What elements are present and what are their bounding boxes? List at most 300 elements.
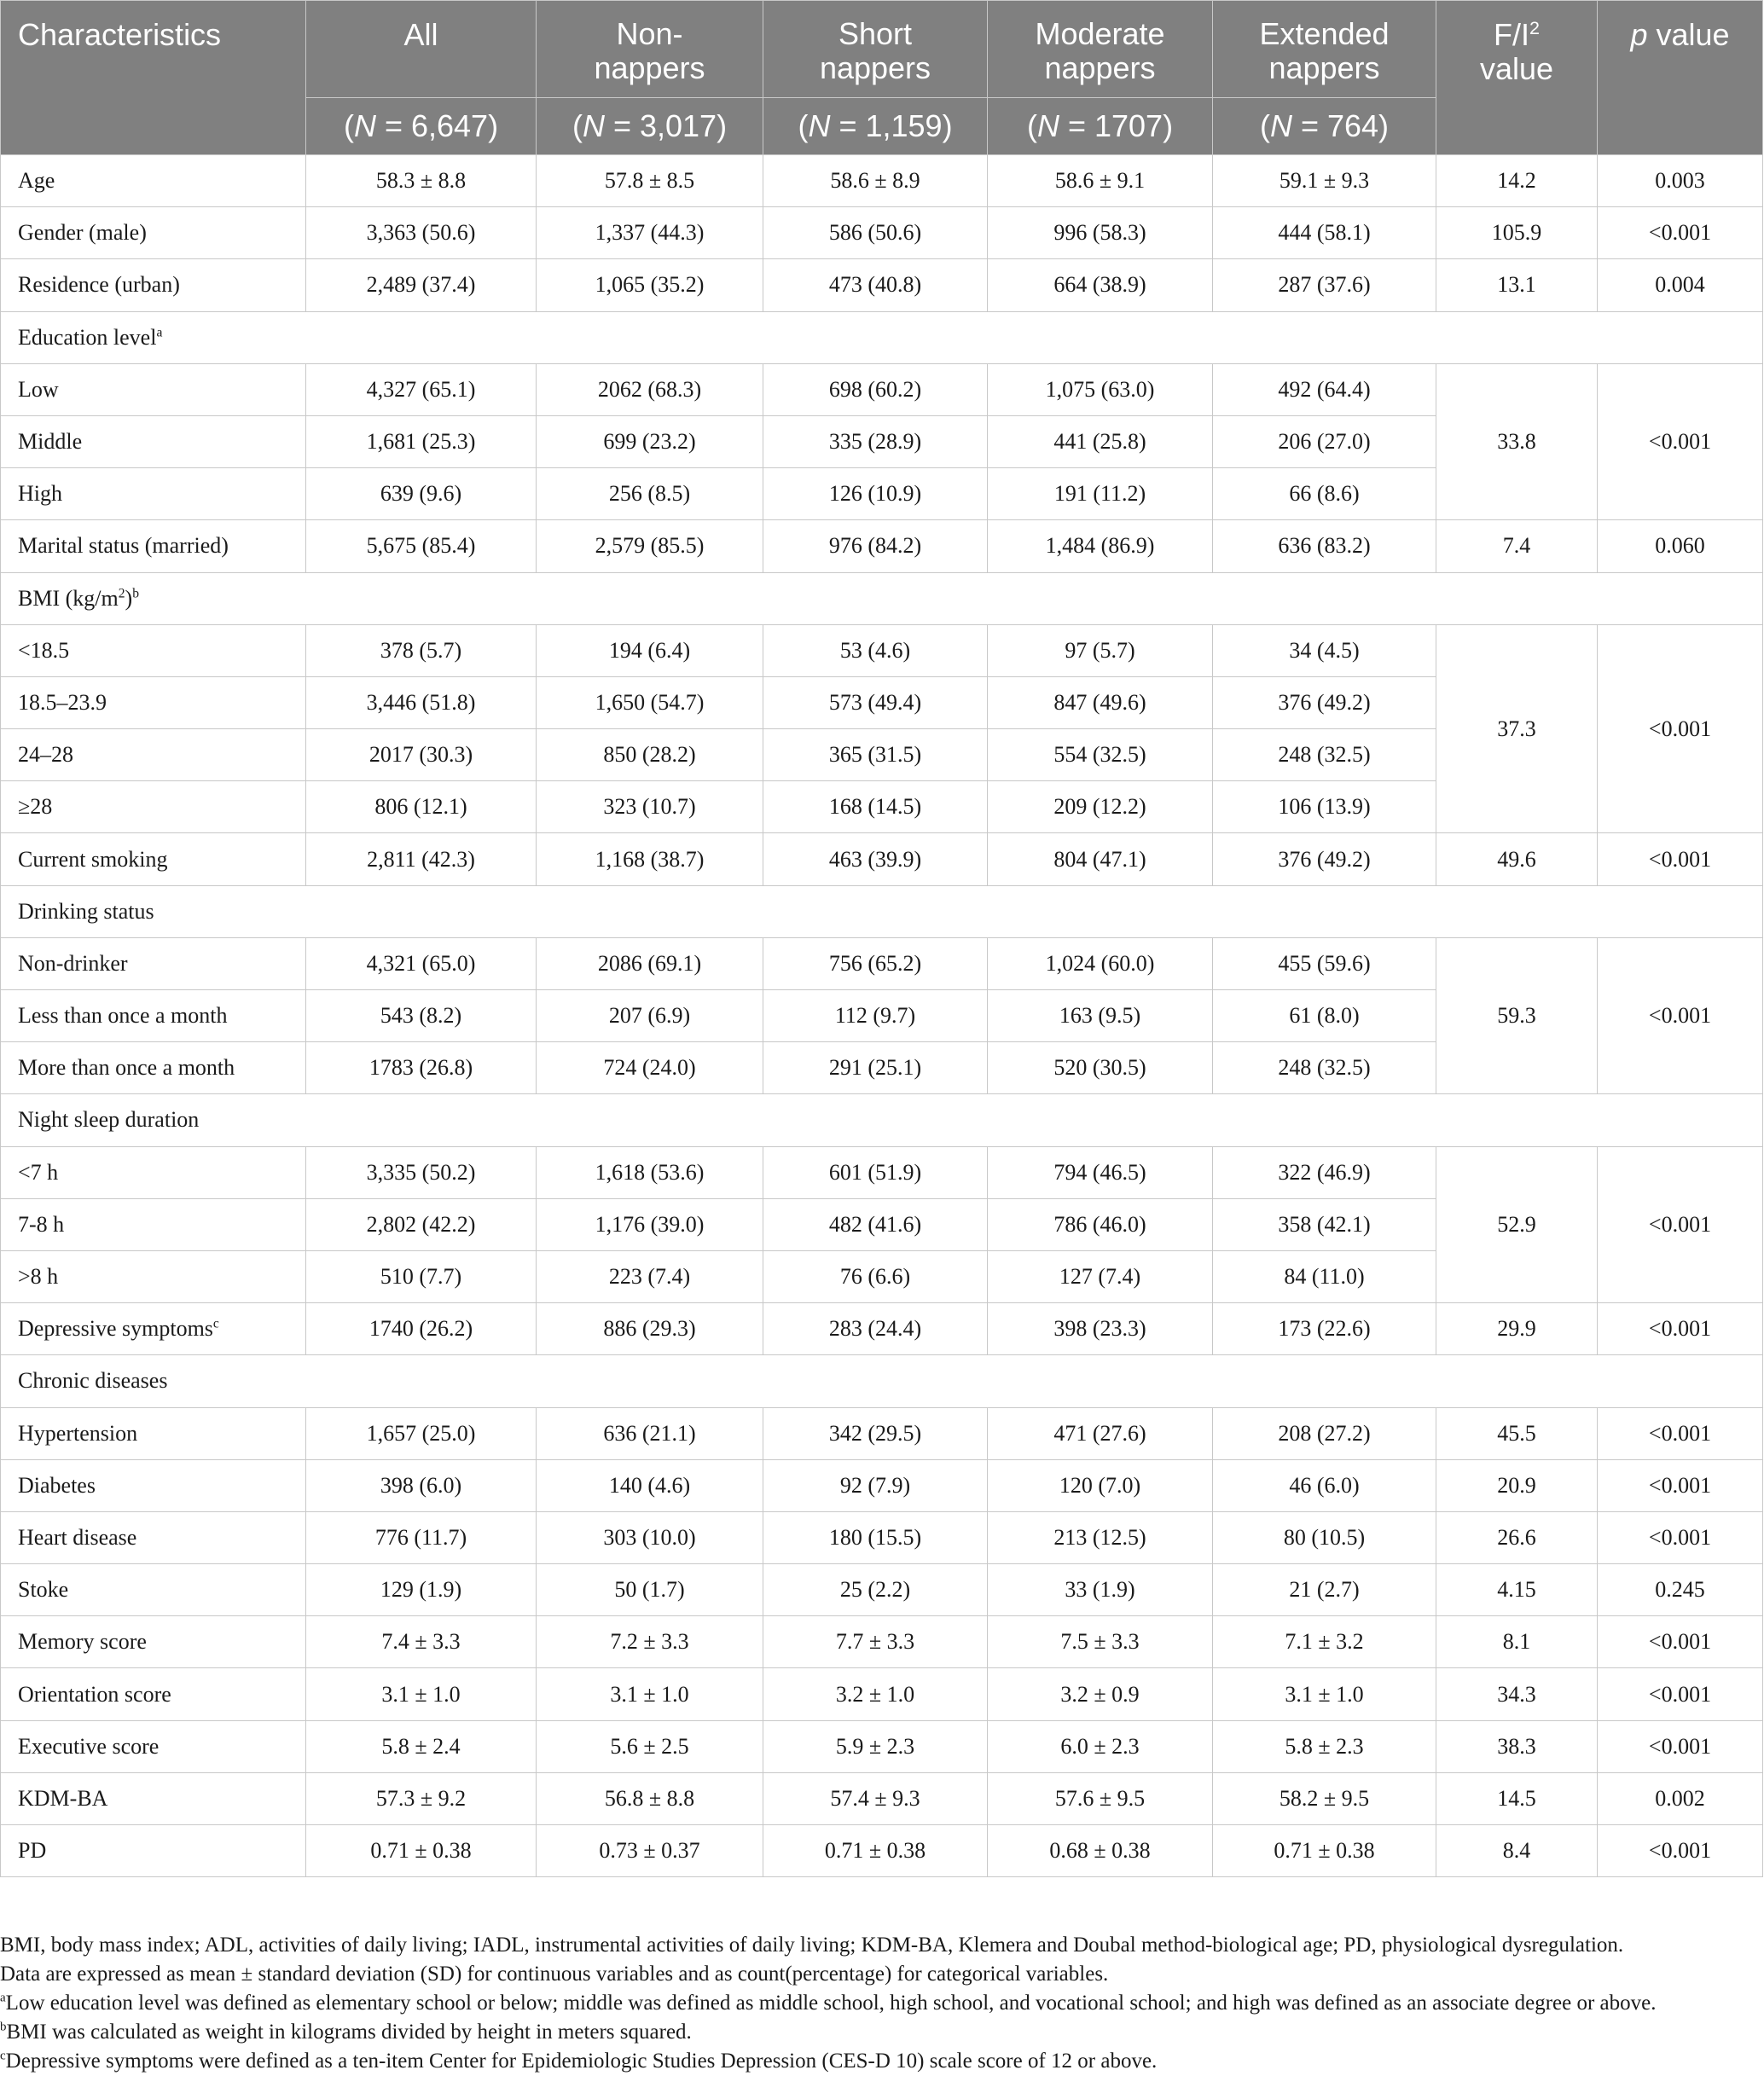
section-row bbox=[1, 311, 1763, 363]
cell-short: 335 (28.9) bbox=[763, 415, 988, 467]
cell-f-value: 8.4 bbox=[1436, 1825, 1598, 1877]
row-label bbox=[1, 990, 306, 1042]
cell-non: 3.1 ± 1.0 bbox=[537, 1668, 763, 1720]
n-all-value: 6,647 bbox=[410, 108, 489, 143]
cell-extended: 206 (27.0) bbox=[1213, 415, 1436, 467]
row-label-text: Gender (male) bbox=[18, 220, 147, 246]
cell-non: 323 (10.7) bbox=[537, 781, 763, 833]
cell-extended: 636 (83.2) bbox=[1213, 520, 1436, 572]
header-row bbox=[1, 1, 1763, 98]
cell-moderate: 7.5 ± 3.3 bbox=[988, 1616, 1213, 1668]
row-label-text: <18.5 bbox=[18, 637, 70, 663]
section-row bbox=[1, 572, 1763, 624]
table-row bbox=[1, 833, 1763, 885]
row-label-text: 7-8 h bbox=[18, 1211, 65, 1237]
cell-non: 2062 (68.3) bbox=[537, 363, 763, 415]
row-label bbox=[1, 833, 306, 885]
footnote-c bbox=[0, 2047, 1764, 2076]
table-row bbox=[1, 1564, 1763, 1616]
table-row bbox=[1, 1511, 1763, 1563]
cell-extended: 58.2 ± 9.5 bbox=[1213, 1772, 1436, 1824]
row-label-text: PD bbox=[18, 1838, 47, 1864]
cell-non: 256 (8.5) bbox=[537, 468, 763, 520]
row-label-text: >8 h bbox=[18, 1264, 59, 1290]
cell-extended: 5.8 ± 2.3 bbox=[1213, 1720, 1436, 1772]
row-label-text: More than once a month bbox=[18, 1055, 235, 1081]
row-label-text: Memory score bbox=[18, 1629, 147, 1655]
row-label bbox=[1, 1825, 306, 1877]
cell-all: 3,335 (50.2) bbox=[306, 1146, 537, 1198]
cell-non: 5.6 ± 2.5 bbox=[537, 1720, 763, 1772]
cell-all: 3,446 (51.8) bbox=[306, 676, 537, 728]
section-row bbox=[1, 885, 1763, 937]
row-label-text: Low bbox=[18, 376, 59, 402]
cell-f-value: 33.8 bbox=[1436, 363, 1598, 520]
cell-non: 1,337 (44.3) bbox=[537, 207, 763, 259]
cell-non: 223 (7.4) bbox=[537, 1250, 763, 1302]
cell-all: 5,675 (85.4) bbox=[306, 520, 537, 572]
cell-f-value: 105.9 bbox=[1436, 207, 1598, 259]
cell-all: 2,802 (42.2) bbox=[306, 1198, 537, 1250]
cell-all: 1740 (26.2) bbox=[306, 1303, 537, 1355]
section-text: Education level bbox=[18, 324, 157, 350]
section-text: Night sleep duration bbox=[18, 1107, 200, 1133]
cell-f-value: 13.1 bbox=[1436, 259, 1598, 311]
row-label bbox=[1, 937, 306, 989]
table-row bbox=[1, 155, 1763, 207]
cell-p-value: <0.001 bbox=[1598, 833, 1763, 885]
n-short: (N = 1,159) bbox=[763, 98, 988, 155]
cell-moderate: 209 (12.2) bbox=[988, 781, 1213, 833]
cell-f-value: 34.3 bbox=[1436, 1668, 1598, 1720]
cell-f-value: 20.9 bbox=[1436, 1459, 1598, 1511]
cell-non: 850 (28.2) bbox=[537, 729, 763, 781]
cell-moderate: 441 (25.8) bbox=[988, 415, 1213, 467]
footnote-c-text: Depressive symptoms were defined as a ten-item Center for Epidemiologic Studies Depression (CES-D 10) scale score of 12 or above. bbox=[5, 2050, 1158, 2073]
cell-moderate: 398 (23.3) bbox=[988, 1303, 1213, 1355]
section-row bbox=[1, 1094, 1763, 1146]
footnote-a bbox=[0, 1989, 1764, 2018]
cell-extended: 248 (32.5) bbox=[1213, 729, 1436, 781]
cell-non: 1,176 (39.0) bbox=[537, 1198, 763, 1250]
cell-f-value: 26.6 bbox=[1436, 1511, 1598, 1563]
n-label: N bbox=[1269, 108, 1292, 143]
row-label bbox=[1, 363, 306, 415]
cell-non: 699 (23.2) bbox=[537, 415, 763, 467]
cell-short: 365 (31.5) bbox=[763, 729, 988, 781]
cell-non: 207 (6.9) bbox=[537, 990, 763, 1042]
cell-non: 886 (29.3) bbox=[537, 1303, 763, 1355]
cell-short: 3.2 ± 1.0 bbox=[763, 1668, 988, 1720]
col-header-extended-nappers bbox=[1213, 1, 1436, 98]
row-label-text: Age bbox=[18, 168, 55, 194]
row-label bbox=[1, 781, 306, 833]
table-body bbox=[1, 155, 1763, 1877]
cell-moderate: 794 (46.5) bbox=[988, 1146, 1213, 1198]
row-label bbox=[1, 1303, 306, 1355]
cell-extended: 21 (2.7) bbox=[1213, 1564, 1436, 1616]
cell-f-value: 4.15 bbox=[1436, 1564, 1598, 1616]
cell-all: 806 (12.1) bbox=[306, 781, 537, 833]
cell-non: 0.73 ± 0.37 bbox=[537, 1825, 763, 1877]
cell-moderate: 213 (12.5) bbox=[988, 1511, 1213, 1563]
cell-extended: 7.1 ± 3.2 bbox=[1213, 1616, 1436, 1668]
cell-extended: 322 (46.9) bbox=[1213, 1146, 1436, 1198]
col-header-extended-nappers-label: Extended nappers bbox=[1259, 15, 1390, 85]
col-header-all: All bbox=[306, 1, 537, 98]
col-header-short-nappers bbox=[763, 1, 988, 98]
cell-short: 76 (6.6) bbox=[763, 1250, 988, 1302]
col-header-characteristics: Characteristics bbox=[1, 1, 306, 155]
cell-short: 92 (7.9) bbox=[763, 1459, 988, 1511]
row-label bbox=[1, 1564, 306, 1616]
cell-moderate: 664 (38.9) bbox=[988, 259, 1213, 311]
n-label: N bbox=[582, 108, 605, 143]
n-short-value: 1,159 bbox=[865, 108, 943, 143]
cell-non: 724 (24.0) bbox=[537, 1042, 763, 1094]
row-label bbox=[1, 1511, 306, 1563]
cell-p-value: <0.001 bbox=[1598, 1511, 1763, 1563]
cell-moderate: 804 (47.1) bbox=[988, 833, 1213, 885]
cell-non: 1,618 (53.6) bbox=[537, 1146, 763, 1198]
n-extended-value: 764 bbox=[1326, 108, 1379, 143]
n-label: N bbox=[808, 108, 831, 143]
cell-non: 50 (1.7) bbox=[537, 1564, 763, 1616]
cell-all: 639 (9.6) bbox=[306, 468, 537, 520]
cell-extended: 80 (10.5) bbox=[1213, 1511, 1436, 1563]
cell-all: 3,363 (50.6) bbox=[306, 207, 537, 259]
cell-short: 698 (60.2) bbox=[763, 363, 988, 415]
col-header-non-nappers-label: Non- nappers bbox=[594, 15, 705, 85]
section-label bbox=[1, 572, 1763, 624]
row-label bbox=[1, 1720, 306, 1772]
cell-all: 5.8 ± 2.4 bbox=[306, 1720, 537, 1772]
table-row bbox=[1, 1407, 1763, 1459]
footnote-b bbox=[0, 2018, 1764, 2047]
cell-p-value: <0.001 bbox=[1598, 937, 1763, 1094]
n-extended: (N = 764) bbox=[1213, 98, 1436, 155]
cell-f-value: 38.3 bbox=[1436, 1720, 1598, 1772]
table-row bbox=[1, 1146, 1763, 1198]
cell-all: 2,811 (42.3) bbox=[306, 833, 537, 885]
cell-short: 57.4 ± 9.3 bbox=[763, 1772, 988, 1824]
row-label bbox=[1, 1407, 306, 1459]
table-row bbox=[1, 1616, 1763, 1668]
table-row bbox=[1, 1303, 1763, 1355]
row-label-text: Current smoking bbox=[18, 846, 168, 872]
section-label bbox=[1, 1094, 1763, 1146]
cell-f-value: 52.9 bbox=[1436, 1146, 1598, 1303]
cell-short: 180 (15.5) bbox=[763, 1511, 988, 1563]
cell-non: 1,168 (38.7) bbox=[537, 833, 763, 885]
cell-moderate: 471 (27.6) bbox=[988, 1407, 1213, 1459]
cell-all: 3.1 ± 1.0 bbox=[306, 1668, 537, 1720]
section-text: Drinking status bbox=[18, 898, 154, 924]
cell-moderate: 1,024 (60.0) bbox=[988, 937, 1213, 989]
row-label bbox=[1, 1616, 306, 1668]
cell-non: 1,065 (35.2) bbox=[537, 259, 763, 311]
cell-all: 4,321 (65.0) bbox=[306, 937, 537, 989]
cell-extended: 208 (27.2) bbox=[1213, 1407, 1436, 1459]
n-label: N bbox=[353, 108, 376, 143]
cell-short: 7.7 ± 3.3 bbox=[763, 1616, 988, 1668]
cell-moderate: 57.6 ± 9.5 bbox=[988, 1772, 1213, 1824]
cell-all: 4,327 (65.1) bbox=[306, 363, 537, 415]
footnote-data: Data are expressed as mean ± standard deviation (SD) for continuous variables and as count(percentage) for categorical variables. bbox=[0, 1963, 1109, 1986]
cell-p-value: <0.001 bbox=[1598, 1459, 1763, 1511]
row-label bbox=[1, 415, 306, 467]
cell-moderate: 127 (7.4) bbox=[988, 1250, 1213, 1302]
footnote-c-mark: c bbox=[0, 2049, 6, 2063]
row-label-text: <7 h bbox=[18, 1159, 59, 1185]
row-label-text: Middle bbox=[18, 429, 83, 455]
n-moderate-value: 1707 bbox=[1094, 108, 1163, 143]
row-label bbox=[1, 468, 306, 520]
section-label bbox=[1, 885, 1763, 937]
cell-non: 636 (21.1) bbox=[537, 1407, 763, 1459]
cell-short: 58.6 ± 8.9 bbox=[763, 155, 988, 207]
cell-short: 291 (25.1) bbox=[763, 1042, 988, 1094]
cell-all: 58.3 ± 8.8 bbox=[306, 155, 537, 207]
p-value-italic: p bbox=[1630, 17, 1648, 52]
cell-extended: 61 (8.0) bbox=[1213, 990, 1436, 1042]
row-label-text: Heart disease bbox=[18, 1524, 137, 1550]
cell-moderate: 0.68 ± 0.38 bbox=[988, 1825, 1213, 1877]
cell-short: 5.9 ± 2.3 bbox=[763, 1720, 988, 1772]
cell-moderate: 847 (49.6) bbox=[988, 676, 1213, 728]
col-header-p-value bbox=[1598, 1, 1763, 155]
cell-f-value: 59.3 bbox=[1436, 937, 1598, 1094]
cell-f-value: 8.1 bbox=[1436, 1616, 1598, 1668]
cell-moderate: 786 (46.0) bbox=[988, 1198, 1213, 1250]
cell-short: 756 (65.2) bbox=[763, 937, 988, 989]
cell-short: 53 (4.6) bbox=[763, 624, 988, 676]
n-non: (N = 3,017) bbox=[537, 98, 763, 155]
p-value-suffix: value bbox=[1647, 17, 1730, 52]
cell-f-value: 37.3 bbox=[1436, 624, 1598, 833]
cell-all: 1,681 (25.3) bbox=[306, 415, 537, 467]
footnotes bbox=[0, 1931, 1764, 2076]
row-label-text: Residence (urban) bbox=[18, 272, 180, 298]
cell-moderate: 1,075 (63.0) bbox=[988, 363, 1213, 415]
col-header-non-nappers bbox=[537, 1, 763, 98]
cell-all: 543 (8.2) bbox=[306, 990, 537, 1042]
row-label bbox=[1, 624, 306, 676]
col-header-moderate-nappers bbox=[988, 1, 1213, 98]
cell-short: 168 (14.5) bbox=[763, 781, 988, 833]
row-label-text: Hypertension bbox=[18, 1420, 138, 1446]
section-label bbox=[1, 311, 1763, 363]
row-label-text: KDM-BA bbox=[18, 1785, 108, 1811]
cell-p-value: 0.245 bbox=[1598, 1564, 1763, 1616]
cell-p-value: 0.060 bbox=[1598, 520, 1763, 572]
cell-extended: 444 (58.1) bbox=[1213, 207, 1436, 259]
section-superscript: 2 bbox=[118, 585, 125, 600]
cell-all: 129 (1.9) bbox=[306, 1564, 537, 1616]
cell-short: 573 (49.4) bbox=[763, 676, 988, 728]
cell-non: 140 (4.6) bbox=[537, 1459, 763, 1511]
section-label bbox=[1, 1355, 1763, 1407]
cell-p-value: <0.001 bbox=[1598, 1407, 1763, 1459]
cell-short: 601 (51.9) bbox=[763, 1146, 988, 1198]
cell-extended: 66 (8.6) bbox=[1213, 468, 1436, 520]
cell-non: 7.2 ± 3.3 bbox=[537, 1616, 763, 1668]
row-label-text: Diabetes bbox=[18, 1472, 96, 1498]
row-label-text: ≥28 bbox=[18, 794, 53, 820]
row-label bbox=[1, 729, 306, 781]
cell-extended: 59.1 ± 9.3 bbox=[1213, 155, 1436, 207]
cell-p-value: <0.001 bbox=[1598, 363, 1763, 520]
table-row bbox=[1, 207, 1763, 259]
section-row bbox=[1, 1355, 1763, 1407]
cell-non: 2,579 (85.5) bbox=[537, 520, 763, 572]
cell-extended: 0.71 ± 0.38 bbox=[1213, 1825, 1436, 1877]
cell-moderate: 163 (9.5) bbox=[988, 990, 1213, 1042]
table-row bbox=[1, 937, 1763, 989]
cell-f-value: 7.4 bbox=[1436, 520, 1598, 572]
cell-moderate: 520 (30.5) bbox=[988, 1042, 1213, 1094]
n-moderate: (N = 1707) bbox=[988, 98, 1213, 155]
row-label bbox=[1, 1042, 306, 1094]
cell-moderate: 1,484 (86.9) bbox=[988, 520, 1213, 572]
cell-short: 283 (24.4) bbox=[763, 1303, 988, 1355]
cell-p-value: <0.001 bbox=[1598, 1303, 1763, 1355]
f-value-sup: 2 bbox=[1529, 17, 1540, 38]
cell-all: 57.3 ± 9.2 bbox=[306, 1772, 537, 1824]
cell-extended: 287 (37.6) bbox=[1213, 259, 1436, 311]
n-label: N bbox=[1036, 108, 1059, 143]
table-row bbox=[1, 1720, 1763, 1772]
table-row bbox=[1, 624, 1763, 676]
cell-all: 2017 (30.3) bbox=[306, 729, 537, 781]
row-label-text: Marital status (married) bbox=[18, 533, 229, 559]
cell-extended: 358 (42.1) bbox=[1213, 1198, 1436, 1250]
cell-moderate: 554 (32.5) bbox=[988, 729, 1213, 781]
cell-all: 1783 (26.8) bbox=[306, 1042, 537, 1094]
cell-short: 463 (39.9) bbox=[763, 833, 988, 885]
cell-extended: 84 (11.0) bbox=[1213, 1250, 1436, 1302]
cell-short: 976 (84.2) bbox=[763, 520, 988, 572]
footnote-marker: b bbox=[132, 585, 139, 600]
row-label bbox=[1, 1198, 306, 1250]
row-label bbox=[1, 207, 306, 259]
cell-extended: 455 (59.6) bbox=[1213, 937, 1436, 989]
cell-all: 510 (7.7) bbox=[306, 1250, 537, 1302]
f-value-suffix: value bbox=[1479, 51, 1554, 86]
cell-moderate: 58.6 ± 9.1 bbox=[988, 155, 1213, 207]
col-header-moderate-nappers-label: Moderate nappers bbox=[1035, 15, 1165, 85]
cell-p-value: 0.002 bbox=[1598, 1772, 1763, 1824]
row-label-text: Stoke bbox=[18, 1577, 69, 1603]
cell-all: 1,657 (25.0) bbox=[306, 1407, 537, 1459]
row-label bbox=[1, 520, 306, 572]
row-label bbox=[1, 1668, 306, 1720]
cell-extended: 173 (22.6) bbox=[1213, 1303, 1436, 1355]
footnote-abbrev: BMI, body mass index; ADL, activities of daily living; IADL, instrumental activities of daily living; KDM-BA, Klemera and Doubal method-biological age; PD, physiological dysregulation. bbox=[0, 1934, 1624, 1957]
cell-all: 0.71 ± 0.38 bbox=[306, 1825, 537, 1877]
row-label bbox=[1, 1772, 306, 1824]
cell-extended: 492 (64.4) bbox=[1213, 363, 1436, 415]
table-row bbox=[1, 520, 1763, 572]
table-row bbox=[1, 363, 1763, 415]
cell-moderate: 191 (11.2) bbox=[988, 468, 1213, 520]
cell-extended: 3.1 ± 1.0 bbox=[1213, 1668, 1436, 1720]
row-label-text: 18.5–23.9 bbox=[18, 689, 107, 715]
row-label bbox=[1, 676, 306, 728]
cell-short: 25 (2.2) bbox=[763, 1564, 988, 1616]
cell-non: 1,650 (54.7) bbox=[537, 676, 763, 728]
cell-short: 126 (10.9) bbox=[763, 468, 988, 520]
cell-extended: 376 (49.2) bbox=[1213, 833, 1436, 885]
cell-f-value: 45.5 bbox=[1436, 1407, 1598, 1459]
cell-p-value: <0.001 bbox=[1598, 1720, 1763, 1772]
cell-non: 194 (6.4) bbox=[537, 624, 763, 676]
footnote-marker: c bbox=[212, 1316, 219, 1331]
n-non-value: 3,017 bbox=[639, 108, 717, 143]
footnote-marker: a bbox=[156, 325, 163, 339]
footnote-b-mark: b bbox=[0, 2020, 7, 2034]
cell-moderate: 120 (7.0) bbox=[988, 1459, 1213, 1511]
cell-short: 586 (50.6) bbox=[763, 207, 988, 259]
footnote-a-text: Low education level was defined as elementary school or below; middle was defined as middle school, high school, and vocational school; and high was defined as an associate degree or above. bbox=[5, 1992, 1657, 2015]
table-row bbox=[1, 1668, 1763, 1720]
cell-all: 776 (11.7) bbox=[306, 1511, 537, 1563]
cell-all: 398 (6.0) bbox=[306, 1459, 537, 1511]
cell-p-value: <0.001 bbox=[1598, 1616, 1763, 1668]
cell-short: 112 (9.7) bbox=[763, 990, 988, 1042]
col-header-f-value bbox=[1436, 1, 1598, 155]
cell-moderate: 3.2 ± 0.9 bbox=[988, 1668, 1213, 1720]
cell-p-value: <0.001 bbox=[1598, 207, 1763, 259]
row-label bbox=[1, 259, 306, 311]
cell-p-value: 0.003 bbox=[1598, 155, 1763, 207]
cell-moderate: 33 (1.9) bbox=[988, 1564, 1213, 1616]
section-text: BMI (kg/m bbox=[18, 585, 119, 611]
cell-f-value: 29.9 bbox=[1436, 1303, 1598, 1355]
row-label-text: Less than once a month bbox=[18, 1003, 228, 1029]
cell-p-value: <0.001 bbox=[1598, 1146, 1763, 1303]
cell-extended: 106 (13.9) bbox=[1213, 781, 1436, 833]
footnote-a-mark: a bbox=[0, 1991, 6, 2005]
row-label-text: Depressive symptoms bbox=[18, 1316, 213, 1342]
row-label bbox=[1, 1459, 306, 1511]
cell-non: 2086 (69.1) bbox=[537, 937, 763, 989]
cell-p-value: <0.001 bbox=[1598, 624, 1763, 833]
footnote-b-text: BMI was calculated as weight in kilograms divided by height in meters squared. bbox=[6, 2021, 692, 2044]
n-all: (N = 6,647) bbox=[306, 98, 537, 155]
f-value-prefix: F/I bbox=[1493, 17, 1529, 52]
cell-short: 482 (41.6) bbox=[763, 1198, 988, 1250]
cell-extended: 376 (49.2) bbox=[1213, 676, 1436, 728]
section-text: Chronic diseases bbox=[18, 1368, 168, 1394]
cell-extended: 34 (4.5) bbox=[1213, 624, 1436, 676]
table-row bbox=[1, 1459, 1763, 1511]
cell-all: 378 (5.7) bbox=[306, 624, 537, 676]
cell-short: 0.71 ± 0.38 bbox=[763, 1825, 988, 1877]
cell-non: 56.8 ± 8.8 bbox=[537, 1772, 763, 1824]
cell-moderate: 6.0 ± 2.3 bbox=[988, 1720, 1213, 1772]
cell-f-value: 14.5 bbox=[1436, 1772, 1598, 1824]
cell-non: 303 (10.0) bbox=[537, 1511, 763, 1563]
row-label-text: 24–28 bbox=[18, 742, 73, 768]
table-row bbox=[1, 1825, 1763, 1877]
table-row bbox=[1, 259, 1763, 311]
cell-extended: 248 (32.5) bbox=[1213, 1042, 1436, 1094]
section-suffix: ) bbox=[125, 585, 133, 611]
cell-non: 57.8 ± 8.5 bbox=[537, 155, 763, 207]
row-label bbox=[1, 1250, 306, 1302]
row-label bbox=[1, 1146, 306, 1198]
